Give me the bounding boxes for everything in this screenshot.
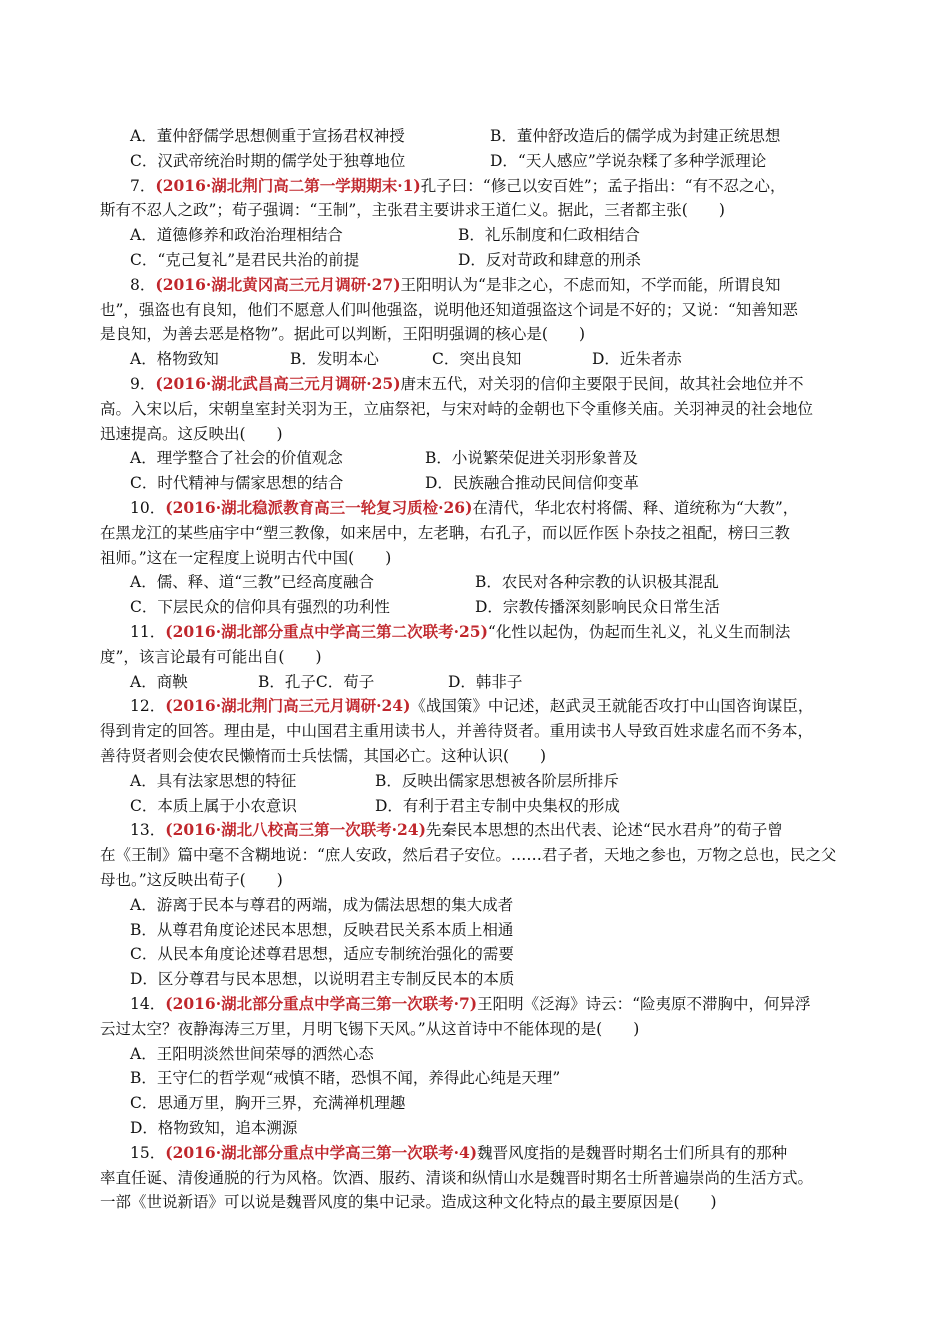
question-stem <box>130 498 798 518</box>
option-a: C．汉武帝统治时期的儒学处于独尊地位 <box>130 151 406 170</box>
question-text-line <box>100 1019 639 1039</box>
option-a: C．时代精神与儒家思想的结合 <box>130 474 344 493</box>
option-text: A．格物致知 <box>130 350 219 369</box>
option-text: C．从民本角度论述尊君思想，适应专制统治强化的需要 <box>130 945 514 964</box>
option-row <box>130 126 405 146</box>
question-text: 是良知，为善去恶是格物”。据此可以判断，王阳明强调的核心是( ) <box>100 325 586 344</box>
option-row <box>130 1044 374 1064</box>
option-inline <box>130 349 219 369</box>
question-text: 在清代，华北农村将儒、释、道统称为“大教”， <box>472 499 799 517</box>
option-row <box>130 895 513 915</box>
question-number: 11． <box>130 623 166 641</box>
question-number: 12． <box>130 697 166 716</box>
option-text: D．格物致知，追本溯源 <box>130 1119 298 1137</box>
option-row <box>130 969 514 989</box>
option-b <box>375 771 619 791</box>
question-text-line <box>100 870 283 890</box>
option-b-text: B．小说繁荣促进关羽形象普及 <box>425 449 638 468</box>
question-text-line <box>100 1168 813 1188</box>
question-source: (2016·湖北部分重点中学高三第二次联考·25) <box>165 622 488 641</box>
option-b <box>475 597 720 617</box>
question-text: 《战国策》中记述，赵武灵王就能否攻打中山国咨询谋臣， <box>410 697 814 716</box>
question-source: (2016·湖北稳派教育高三一轮复习质检·26) <box>165 498 473 517</box>
question-text-line <box>100 399 813 419</box>
option-text: A．游离于民本与尊君的两端，成为儒法思想的集大成者 <box>130 895 514 914</box>
option-b <box>458 225 640 245</box>
question-text-line <box>100 300 798 320</box>
option-text: D．近朱者赤 <box>592 350 682 369</box>
question-text-line <box>100 324 585 344</box>
option-a: A．儒、释、道“三教”已经高度融合 <box>130 573 375 592</box>
option-a: A．理学整合了社会的价值观念 <box>130 449 343 468</box>
question-text: 祖师。”这在一定程度上说明古代中国( ) <box>100 548 392 567</box>
question-stem <box>130 176 786 196</box>
question-text-line <box>100 746 546 766</box>
question-text-line <box>100 647 322 667</box>
question-source: (2016·湖北八校高三第一次联考·24) <box>165 820 426 840</box>
question-text: 唐末五代，对关羽的信仰主要限于民间，故其社会地位并不 <box>400 375 804 393</box>
option-row <box>130 1093 405 1113</box>
option-inline <box>448 672 522 692</box>
question-number: 7． <box>130 176 156 195</box>
question-text-line <box>100 1192 717 1212</box>
option-inline <box>130 672 188 692</box>
question-text: 高。入宋以后，宋朝皇室封关羽为王，立庙祭祀，与宋对峙的金朝也下令重修关庙。关羽神灵的社会地位 <box>100 399 814 418</box>
question-stem <box>130 1143 787 1163</box>
question-text: 度”，该言论最有可能出自( ) <box>100 647 322 666</box>
option-text: B．王守仁的哲学观“戒慎不睹，恐惧不闻，养得此心纯是天理” <box>130 1069 561 1088</box>
question-stem <box>130 820 783 840</box>
option-b <box>425 473 639 493</box>
question-source: (2016·湖北黄冈高三元月调研·27) <box>155 274 401 294</box>
question-text: 率直任诞、清俊通脱的行为风格。饮酒、服药、清谈和纵情山水是魏晋时期名士所普遍崇尚的生活方式。 <box>100 1168 814 1187</box>
option-text: B．孔子C．荀子 <box>258 672 375 691</box>
question-text: 魏晋风度指的是魏晋时期名士们所具有的那种 <box>477 1143 788 1162</box>
option-b-text: B．董仲舒改造后的儒学成为封建正统思想 <box>490 127 781 145</box>
question-number: 14． <box>130 995 166 1013</box>
option-a: C．下层民众的信仰具有强烈的功利性 <box>130 598 390 617</box>
option-b-text: B．礼乐制度和仁政相结合 <box>458 226 640 245</box>
option-b <box>425 448 638 468</box>
question-stem <box>130 622 790 642</box>
question-text-line <box>100 845 836 865</box>
question-text-line <box>100 424 283 444</box>
question-text: 得到肯定的回答。理由是，中山国君主重用读书人，并善待贤者。重用读书人导致百姓求虚名而不务本， <box>100 722 814 741</box>
question-source: (2016·湖北部分重点中学高三第一次联考·7) <box>165 994 478 1013</box>
option-a: A．具有法家思想的特征 <box>130 771 297 790</box>
question-text-line <box>100 721 813 741</box>
question-text: 云过太空？夜静海涛三万里，月明飞锡下天风。”从这首诗中不能体现的是( ) <box>100 1019 640 1038</box>
option-row <box>130 151 405 171</box>
question-text-line <box>100 548 391 568</box>
option-text: C．思通万里，胸开三界，充满禅机理趣 <box>130 1094 406 1113</box>
option-b-text: D．“天人感应”学说杂糅了多种学派理论 <box>490 151 767 170</box>
option-row <box>130 920 513 940</box>
question-stem <box>130 994 811 1014</box>
question-stem <box>130 696 813 716</box>
option-text: A．王阳明淡然世间荣辱的洒然心态 <box>130 1044 374 1063</box>
question-source: (2016·湖北荆门高二第一学期期末·1) <box>155 175 421 195</box>
question-number: 10． <box>130 499 166 517</box>
option-b <box>475 572 719 592</box>
option-b-text: B．农民对各种宗教的认识极其混乱 <box>475 573 719 592</box>
option-inline <box>432 349 521 369</box>
option-b-text: D．民族融合推动民间信仰变革 <box>425 474 639 493</box>
option-b-text: D．宗教传播深刻影响民众日常生活 <box>475 598 720 617</box>
option-b <box>490 126 780 146</box>
question-number: 13． <box>130 821 166 840</box>
option-row <box>130 572 374 592</box>
question-number: 9． <box>130 375 156 393</box>
question-text: 也”，强盗也有良知，他们不愿意人们叫他强盗，说明他还知道强盗这个词是不好的；又说：“知善知恶 <box>100 300 798 319</box>
option-inline <box>592 349 682 369</box>
question-stem <box>130 374 804 394</box>
option-b-text: D．反对苛政和肆意的刑杀 <box>458 251 641 269</box>
question-text-line <box>100 200 725 220</box>
question-text: 王阳明《泛海》诗云：“险夷原不滞胸中，何异浮 <box>477 995 811 1013</box>
option-row <box>130 473 343 493</box>
question-text: 孔子曰：“修己以安百姓”；孟子指出：“有不忍之心， <box>420 176 786 195</box>
option-b <box>490 151 766 171</box>
option-inline <box>258 672 374 692</box>
option-row <box>130 1118 297 1138</box>
question-text: 善待贤者则会使农民懒惰而士兵怯懦，其国必亡。这种认识( ) <box>100 747 547 765</box>
question-source: (2016·湖北荆门高三元月调研·24) <box>165 696 411 716</box>
question-text: 先秦民本思想的杰出代表、论述“民水君舟”的荀子曾 <box>425 821 783 840</box>
option-b <box>375 796 620 816</box>
option-row <box>130 448 343 468</box>
option-b-text: B．反映出儒家思想被各阶层所排斥 <box>375 771 619 790</box>
option-inline <box>290 349 379 369</box>
option-text: D．区分尊君与民本思想，以说明君主专制反民本的本质 <box>130 970 515 989</box>
option-a: A．董仲舒儒学思想侧重于宣扬君权神授 <box>130 127 405 145</box>
question-source: (2016·湖北武昌高三元月调研·25) <box>155 374 401 393</box>
question-number: 8． <box>130 275 156 294</box>
option-row <box>130 944 514 964</box>
question-number: 15． <box>130 1143 166 1162</box>
question-text: 迅速提高。这反映出( ) <box>100 424 283 443</box>
question-text: “化性以起伪，伪起而生礼义，礼义生而制法 <box>487 623 791 641</box>
question-stem <box>130 275 780 295</box>
question-text: 母也。”这反映出荀子( ) <box>100 871 283 889</box>
option-row <box>130 225 343 245</box>
option-text: A．商鞅 <box>130 672 188 691</box>
option-text: D．韩非子 <box>448 672 523 691</box>
option-row <box>130 771 296 791</box>
question-text: 王阳明认为“是非之心，不虑而知，不学而能，所谓良知 <box>400 275 781 294</box>
option-row <box>130 796 297 816</box>
option-text: B．从尊君角度论述民本思想，反映君民关系本质上相通 <box>130 920 514 939</box>
option-a: A．道德修养和政治治理相结合 <box>130 226 343 245</box>
option-row <box>130 597 390 617</box>
question-text: 斯有不忍人之政”；荀子强调：“王制”，主张君主要讲求王道仁义。据此，三者都主张( ) <box>100 201 725 220</box>
question-text: 在黑龙江的某些庙宇中“塑三教像，如来居中，左老聃，右孔子，而以匠作医卜杂技之祖配，榜曰三教 <box>100 523 790 542</box>
question-text: 一部《世说新语》可以说是魏晋风度的集中记录。造成这种文化特点的最主要原因是( ) <box>100 1193 717 1212</box>
option-text: C．突出良知 <box>432 350 522 369</box>
option-b <box>458 250 641 270</box>
option-b-text: D．有利于君主专制中央集权的形成 <box>375 796 620 815</box>
question-text: 在《王制》篇中毫不含糊地说：“庶人安政，然后君子安位。……君子者，天地之参也，万物之总也，民之父 <box>100 846 837 865</box>
question-text-line <box>100 523 790 543</box>
question-source: (2016·湖北部分重点中学高三第一次联考·4) <box>165 1142 478 1162</box>
option-row <box>130 250 359 270</box>
option-row <box>130 1068 560 1088</box>
option-text: B．发明本心 <box>290 350 379 369</box>
option-a: C．本质上属于小农意识 <box>130 796 297 815</box>
option-a: C．“克己复礼”是君民共治的前提 <box>130 251 360 269</box>
